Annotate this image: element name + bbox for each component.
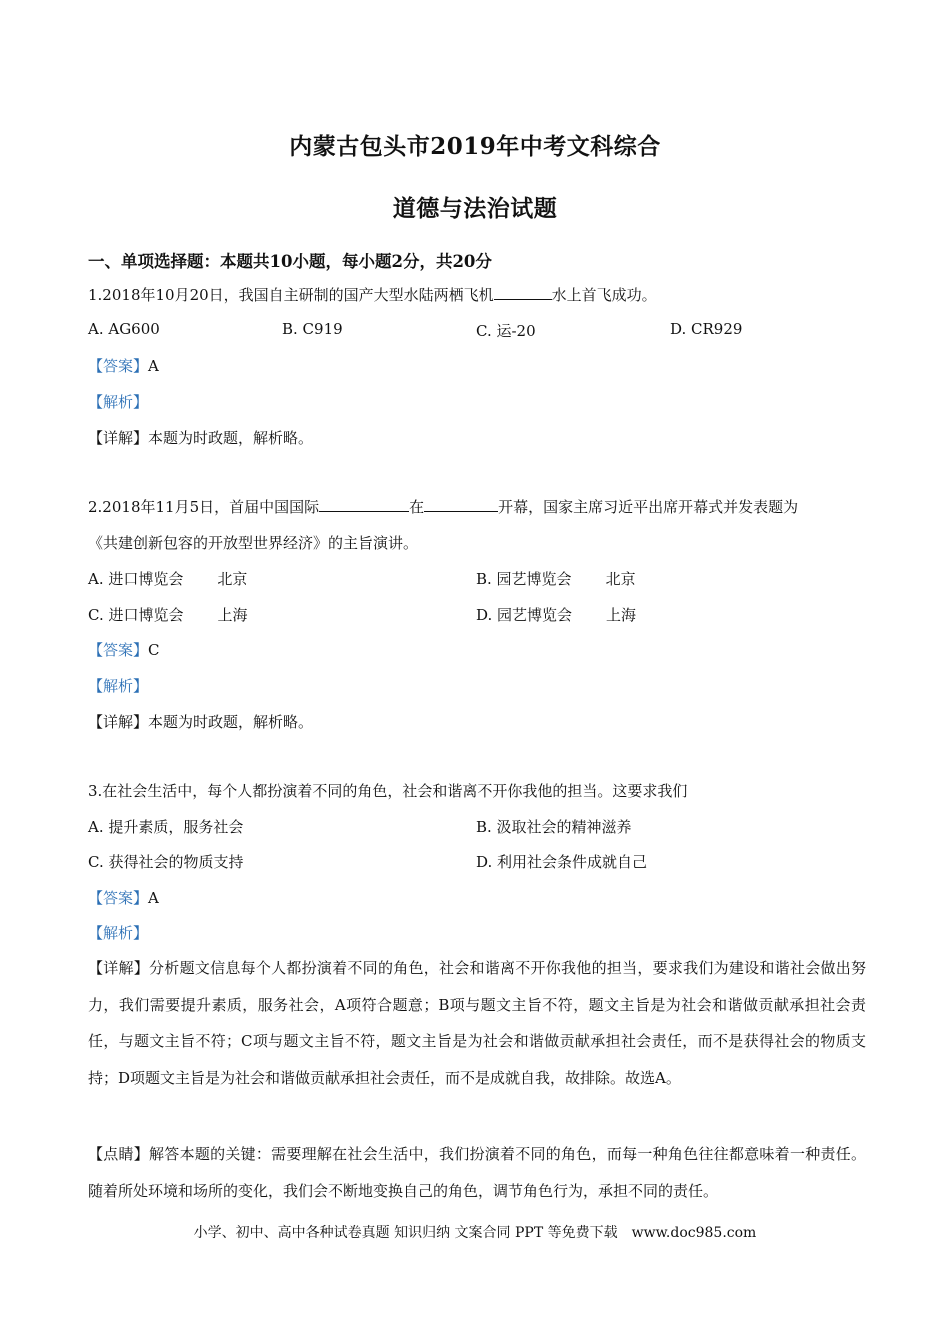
question-2-option-a (88, 568, 247, 589)
analysis-label: 【解析】 (88, 393, 149, 411)
question-1-detail (88, 427, 313, 448)
question-2-detail (88, 711, 313, 732)
question-2-blank-1 (319, 497, 409, 512)
question-2-option-d-label: D. 园艺博览会 (476, 606, 573, 624)
analysis-label: 【解析】 (88, 677, 149, 695)
question-1-blank (494, 285, 552, 300)
question-2-stem-part-a: 2.2018年11月5日，首届中国国际 (88, 498, 320, 516)
question-2-blank-2 (424, 497, 498, 512)
question-1-stem-part-a: 1.2018年10月20日，我国自主研制的国产大型水陆两栖飞机 (88, 286, 494, 304)
question-2-option-c-city: 上海 (217, 606, 248, 624)
question-2-option-b-label: B. 园艺博览会 (476, 570, 572, 588)
question-2-detail-text: 本题为时政题，解析略。 (148, 713, 314, 731)
detail-label: 【详解】 (88, 959, 150, 977)
question-2-answer-value: C (148, 641, 160, 659)
question-1-stem (88, 284, 657, 305)
page-footer: 小学、初中、高中各种试卷真题 知识归纳 文案合同 PPT 等免费下载 www.doc985.com (193, 1225, 757, 1241)
question-3-option-b: B. 汲取社会的精神滋养 (476, 818, 632, 836)
tip-label: 【点睛】 (88, 1145, 150, 1163)
question-2-option-c (88, 604, 248, 625)
question-2-option-c-label: C. 进口博览会 (88, 606, 184, 624)
question-2-stem-part-b: 在 (409, 498, 425, 516)
sub-title: 道德与法治试题 (392, 195, 558, 222)
main-title: 内蒙古包头市2019年中考文科综合 (289, 133, 661, 160)
question-2-analysis (88, 675, 148, 696)
question-1-stem-part-b: 水上首飞成功。 (551, 286, 657, 304)
question-2-option-d-city: 上海 (606, 606, 637, 624)
question-3-tip-text: 解答本题的关键：需要理解在社会生活中，我们扮演着不同的角色，而每一种角色往往都意味着一种责任。随着所处环境和场所的变化，我们会不断地变换自己的角色，调节角色行为，承担不同的责任。 (88, 1145, 866, 1200)
question-1-answer-value: A (148, 357, 159, 375)
question-3-option-d: D. 利用社会条件成就自己 (476, 853, 648, 871)
question-3-tip (88, 1136, 866, 1209)
question-1-detail-text: 本题为时政题，解析略。 (148, 429, 314, 447)
question-2-option-b-city: 北京 (605, 570, 636, 588)
question-3-analysis (88, 922, 148, 943)
analysis-label: 【解析】 (88, 924, 149, 942)
question-3-answer (88, 887, 159, 908)
answer-label: 【答案】 (88, 641, 149, 659)
question-3-detail-text: 分析题文信息每个人都扮演着不同的角色，社会和谐离不开你我他的担当，要求我们为建设和谐社会做出努力，我们需要提升素质，服务社会，A项符合题意；B项与题文主旨不符，题文主旨是为社会和谐做贡献承担社会责任，与题文主旨不符；C项与题文主旨不符，题文主旨是为社会和谐做贡献承担社会责任，而不是获得社会的物质支持；D项题文主旨是为社会和谐做贡献承担社会责任，而不是成就自我，故排除。故选A。 (88, 959, 866, 1087)
question-3-option-a: A. 提升素质，服务社会 (88, 818, 244, 836)
question-2-option-b (476, 568, 636, 589)
question-2-option-d (476, 604, 636, 625)
question-1-option-d: D. CR929 (670, 320, 743, 338)
answer-label: 【答案】 (88, 357, 149, 375)
question-2-stem-line-2: 《共建创新包容的开放型世界经济》的主旨演讲。 (88, 534, 419, 552)
question-3-detail (88, 950, 866, 1096)
question-1-option-c: C. 运-20 (476, 322, 536, 340)
question-2-option-a-label: A. 进口博览会 (88, 570, 184, 588)
question-3-option-c: C. 获得社会的物质支持 (88, 853, 244, 871)
detail-label: 【详解】 (88, 429, 149, 447)
question-2-stem-part-c: 开幕，国家主席习近平出席开幕式并发表题为 (498, 498, 799, 516)
question-2-option-a-city: 北京 (217, 570, 248, 588)
detail-label: 【详解】 (88, 713, 149, 731)
question-3-stem: 3.在社会生活中，每个人都扮演着不同的角色，社会和谐离不开你我他的担当。这要求我们 (88, 782, 688, 800)
question-2-stem (88, 496, 798, 517)
section-heading: 一、单项选择题：本题共10小题，每小题2分，共20分 (88, 252, 492, 271)
question-1-option-a: A. AG600 (88, 320, 160, 338)
question-2-answer (88, 639, 160, 660)
question-3-answer-value: A (148, 889, 159, 907)
question-1-analysis (88, 391, 148, 412)
answer-label: 【答案】 (88, 889, 149, 907)
question-1-option-b: B. C919 (282, 320, 343, 338)
question-1-answer (88, 355, 159, 376)
